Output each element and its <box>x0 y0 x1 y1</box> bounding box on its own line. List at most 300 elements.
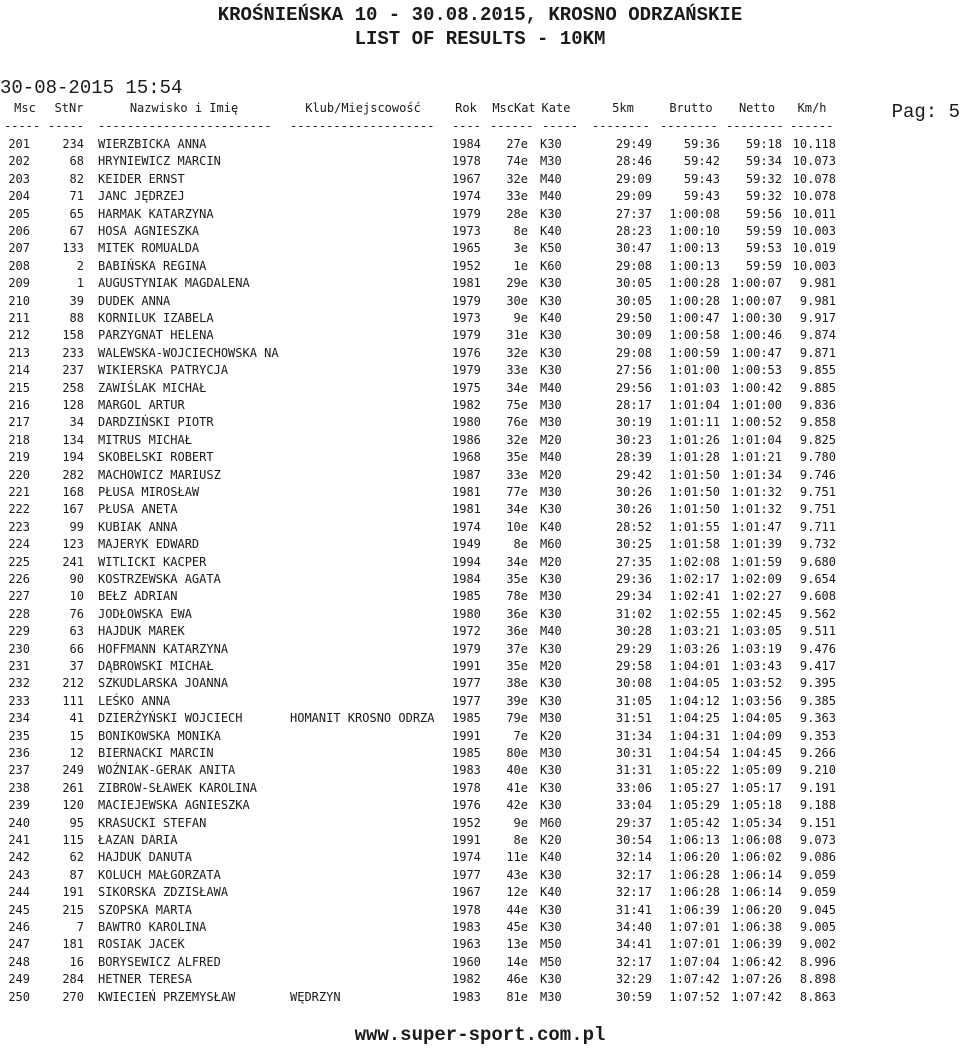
cell-kate: M40 <box>540 450 562 465</box>
col-header-name: Nazwisko i Imię <box>129 101 239 115</box>
cell-msckat: 1e <box>513 258 528 273</box>
cell-name: WITLICKI KACPER <box>98 554 207 569</box>
cell-netto: 1:07:26 <box>731 972 782 987</box>
table-row <box>0 849 960 865</box>
cell-kmh: 9.751 <box>799 502 836 517</box>
cell-kate: M40 <box>540 189 562 204</box>
cell-msckat: 35e <box>506 450 528 465</box>
cell-brutto: 1:06:28 <box>669 867 720 882</box>
cell-msc: 213 <box>8 345 30 360</box>
cell-name: PŁUSA ANETA <box>98 502 178 517</box>
table-row <box>0 989 960 1005</box>
cell-stnr: 39 <box>69 293 84 308</box>
cell-netto: 1:01:39 <box>731 537 782 552</box>
cell-msckat: 77e <box>506 485 528 499</box>
cell-brutto: 1:00:58 <box>669 328 720 343</box>
cell-rok: 1976 <box>452 798 481 813</box>
cell-kmh: 9.917 <box>799 311 836 325</box>
dash-netto: -------- <box>726 119 784 133</box>
cell-kmh: 10.003 <box>792 224 836 238</box>
cell-msc: 233 <box>8 693 30 708</box>
cell-kate: M30 <box>540 415 562 430</box>
cell-rok: 1985 <box>452 711 481 726</box>
cell-rok: 1991 <box>452 833 481 847</box>
cell-stnr: 215 <box>62 902 84 917</box>
cell-5km: 32:17 <box>615 885 652 900</box>
cell-rok: 1994 <box>452 554 481 569</box>
cell-netto: 59:59 <box>745 224 782 238</box>
cell-kate: K30 <box>540 293 562 308</box>
cell-kmh: 9.981 <box>799 293 836 308</box>
table-row <box>0 258 960 274</box>
cell-5km: 29:50 <box>615 311 652 325</box>
cell-msckat: 35e <box>506 659 528 673</box>
cell-rok: 1982 <box>452 398 481 412</box>
table-row <box>0 641 960 657</box>
cell-kmh: 9.732 <box>799 537 836 552</box>
cell-rok: 1977 <box>452 693 481 708</box>
cell-brutto: 1:04:31 <box>669 728 720 743</box>
cell-msc: 246 <box>8 920 30 934</box>
cell-stnr: 41 <box>69 711 84 726</box>
table-row <box>0 362 960 378</box>
cell-brutto: 1:06:28 <box>669 885 720 900</box>
cell-5km: 30:47 <box>615 241 652 256</box>
cell-msckat: 75e <box>506 398 528 412</box>
cell-msc: 249 <box>8 972 30 987</box>
cell-kmh: 9.751 <box>799 485 836 499</box>
cell-kate: K30 <box>540 920 562 934</box>
cell-kmh: 9.385 <box>799 693 836 708</box>
cell-stnr: 95 <box>69 815 84 830</box>
cell-msc: 235 <box>8 728 30 743</box>
cell-stnr: 168 <box>62 485 84 499</box>
cell-name: ROSIAK JACEK <box>98 937 185 952</box>
cell-msckat: 7e <box>513 728 528 743</box>
cell-kate: K30 <box>540 137 562 151</box>
cell-kmh: 9.045 <box>799 902 836 917</box>
cell-msckat: 39e <box>506 693 528 708</box>
cell-brutto: 59:42 <box>683 154 720 169</box>
cell-msc: 216 <box>8 398 30 412</box>
cell-stnr: 63 <box>69 624 84 639</box>
cell-rok: 1952 <box>452 815 481 830</box>
cell-msckat: 8e <box>513 537 528 552</box>
cell-netto: 59:32 <box>745 171 782 186</box>
cell-5km: 30:31 <box>615 746 652 760</box>
table-row <box>0 780 960 796</box>
table-row <box>0 554 960 570</box>
table-row <box>0 710 960 726</box>
cell-brutto: 1:05:42 <box>669 815 720 830</box>
cell-name: KUBIAK ANNA <box>98 519 178 534</box>
cell-kate: K30 <box>540 693 562 708</box>
cell-msc: 228 <box>8 606 30 621</box>
cell-kate: M30 <box>540 989 562 1004</box>
cell-msckat: 8e <box>513 224 528 238</box>
cell-brutto: 1:06:39 <box>669 902 720 917</box>
cell-name: MACIEJEWSKA AGNIESZKA <box>98 798 250 813</box>
cell-msc: 201 <box>8 137 30 151</box>
cell-msckat: 32e <box>506 345 528 360</box>
footer-url: www.super-sport.com.pl <box>354 1024 606 1046</box>
cell-netto: 1:06:39 <box>731 937 782 952</box>
cell-5km: 31:34 <box>615 728 652 743</box>
cell-rok: 1975 <box>452 380 481 395</box>
cell-kmh: 8.996 <box>799 954 836 969</box>
cell-stnr: 67 <box>69 224 84 238</box>
col-header-kate: Kate <box>541 101 571 115</box>
cell-5km: 28:39 <box>615 450 652 465</box>
cell-brutto: 1:07:52 <box>669 989 720 1004</box>
cell-rok: 1979 <box>452 293 481 308</box>
cell-netto: 1:06:42 <box>731 954 782 969</box>
cell-5km: 27:37 <box>615 206 652 221</box>
cell-name: BAWTRO KAROLINA <box>98 920 207 934</box>
cell-rok: 1984 <box>452 137 481 151</box>
cell-msckat: 28e <box>506 206 528 221</box>
table-row <box>0 240 960 256</box>
table-row <box>0 171 960 187</box>
cell-rok: 1981 <box>452 276 481 291</box>
cell-brutto: 1:01:55 <box>669 519 720 534</box>
cell-brutto: 1:00:13 <box>669 241 720 256</box>
cell-5km: 31:51 <box>615 711 652 726</box>
dash-msc: ----- <box>4 119 41 133</box>
cell-kate: M30 <box>540 154 562 169</box>
cell-rok: 1980 <box>452 415 481 430</box>
cell-5km: 28:46 <box>615 154 652 169</box>
cell-name: AUGUSTYNIAK MAGDALENA <box>98 276 250 291</box>
cell-stnr: 111 <box>62 693 84 708</box>
cell-5km: 30:23 <box>615 432 652 447</box>
cell-5km: 31:02 <box>615 606 652 621</box>
cell-kmh: 9.417 <box>799 659 836 673</box>
table-row <box>0 467 960 483</box>
col-header-5km: 5km <box>612 101 634 115</box>
cell-stnr: 90 <box>69 572 84 586</box>
cell-netto: 1:00:53 <box>731 363 782 378</box>
cell-brutto: 1:00:08 <box>669 206 720 221</box>
table-row <box>0 693 960 709</box>
cell-netto: 1:06:14 <box>731 885 782 900</box>
cell-netto: 1:06:02 <box>731 850 782 865</box>
cell-stnr: 258 <box>62 380 84 395</box>
table-row <box>0 745 960 761</box>
cell-name: KOSTRZEWSKA AGATA <box>98 572 221 586</box>
cell-msckat: 13e <box>506 937 528 952</box>
cell-msc: 227 <box>8 589 30 604</box>
table-row <box>0 832 960 848</box>
cell-kate: K30 <box>540 276 562 291</box>
cell-rok: 1978 <box>452 780 481 795</box>
cell-netto: 1:02:09 <box>731 572 782 586</box>
cell-5km: 33:04 <box>615 798 652 813</box>
cell-rok: 1967 <box>452 885 481 900</box>
cell-brutto: 59:36 <box>683 137 720 151</box>
cell-kate: K30 <box>540 606 562 621</box>
cell-rok: 1985 <box>452 589 481 604</box>
cell-msckat: 10e <box>506 519 528 534</box>
cell-5km: 30:59 <box>615 989 652 1004</box>
cell-msc: 248 <box>8 954 30 969</box>
dash-brutto: -------- <box>660 119 718 133</box>
cell-5km: 30:54 <box>615 833 652 847</box>
cell-stnr: 71 <box>69 189 84 204</box>
cell-brutto: 59:43 <box>683 189 720 204</box>
cell-msc: 242 <box>8 850 30 865</box>
cell-5km: 29:09 <box>615 189 652 204</box>
cell-msc: 211 <box>8 311 30 325</box>
cell-msckat: 32e <box>506 432 528 447</box>
dash-name: ------------------------ <box>98 119 272 133</box>
cell-msckat: 76e <box>506 415 528 430</box>
cell-kate: K30 <box>540 972 562 987</box>
cell-name: KORNILUK IZABELA <box>98 311 214 325</box>
cell-netto: 1:00:07 <box>731 293 782 308</box>
cell-name: DĄBROWSKI MICHAŁ <box>98 659 214 673</box>
cell-msc: 231 <box>8 659 30 673</box>
table-row <box>0 675 960 691</box>
cell-netto: 1:03:56 <box>731 693 782 708</box>
cell-msc: 220 <box>8 467 30 482</box>
cell-kmh: 9.266 <box>799 746 836 760</box>
cell-msckat: 11e <box>506 850 528 865</box>
cell-netto: 59:53 <box>745 241 782 256</box>
cell-kmh: 9.885 <box>799 380 836 395</box>
cell-name: HOSA AGNIESZKA <box>98 224 200 238</box>
cell-msc: 214 <box>8 363 30 378</box>
cell-netto: 59:18 <box>745 137 782 151</box>
cell-name: MITRUS MICHAŁ <box>98 432 192 447</box>
table-row <box>0 519 960 535</box>
cell-msckat: 30e <box>506 293 528 308</box>
col-header-rok: Rok <box>455 101 477 115</box>
cell-rok: 1979 <box>452 641 481 656</box>
cell-kmh: 9.825 <box>799 432 836 447</box>
cell-netto: 1:00:07 <box>731 276 782 291</box>
cell-5km: 29:34 <box>615 589 652 604</box>
cell-kate: M30 <box>540 746 562 760</box>
cell-brutto: 1:05:29 <box>669 798 720 813</box>
cell-5km: 30:09 <box>615 328 652 343</box>
cell-rok: 1983 <box>452 989 481 1004</box>
table-row <box>0 902 960 918</box>
dash-kmh: ------ <box>790 119 834 133</box>
table-row <box>0 815 960 831</box>
cell-club: WĘDRZYN <box>290 989 341 1004</box>
cell-netto: 1:05:34 <box>731 815 782 830</box>
cell-5km: 31:05 <box>615 693 652 708</box>
cell-netto: 1:00:42 <box>731 380 782 395</box>
cell-netto: 1:00:30 <box>731 311 782 325</box>
cell-msc: 208 <box>8 258 30 273</box>
cell-name: HARMAK KATARZYNA <box>98 206 214 221</box>
cell-5km: 31:31 <box>615 763 652 778</box>
cell-name: SKOBELSKI ROBERT <box>98 450 214 465</box>
cell-5km: 30:08 <box>615 676 652 691</box>
cell-stnr: 66 <box>69 641 84 656</box>
cell-5km: 27:35 <box>615 554 652 569</box>
cell-stnr: 87 <box>69 867 84 882</box>
cell-netto: 1:06:38 <box>731 920 782 934</box>
cell-kmh: 8.863 <box>799 989 836 1004</box>
cell-name: SZKUDLARSKA JOANNA <box>98 676 229 691</box>
cell-msckat: 37e <box>506 641 528 656</box>
cell-kmh: 9.680 <box>799 554 836 569</box>
cell-msc: 244 <box>8 885 30 900</box>
cell-stnr: 133 <box>62 241 84 256</box>
cell-netto: 1:06:14 <box>731 867 782 882</box>
table-row <box>0 588 960 604</box>
cell-stnr: 34 <box>69 415 84 430</box>
cell-kate: K40 <box>540 311 562 325</box>
cell-5km: 30:25 <box>615 537 652 552</box>
cell-rok: 1981 <box>452 502 481 517</box>
cell-5km: 30:19 <box>615 415 652 430</box>
cell-stnr: 68 <box>69 154 84 169</box>
cell-rok: 1976 <box>452 345 481 360</box>
cell-5km: 29:08 <box>615 345 652 360</box>
cell-kate: K30 <box>540 676 562 691</box>
cell-rok: 1952 <box>452 258 481 273</box>
table-row <box>0 867 960 883</box>
cell-rok: 1979 <box>452 206 481 221</box>
cell-brutto: 1:07:01 <box>669 937 720 952</box>
table-row <box>0 884 960 900</box>
cell-msckat: 33e <box>506 467 528 482</box>
cell-netto: 1:03:05 <box>731 624 782 639</box>
cell-name: BEŁZ ADRIAN <box>98 589 178 604</box>
cell-kmh: 9.210 <box>799 763 836 778</box>
results-subtitle: LIST OF RESULTS - 10KM <box>354 28 606 50</box>
cell-netto: 1:06:20 <box>731 902 782 917</box>
cell-msc: 219 <box>8 450 30 465</box>
cell-name: BORYSEWICZ ALFRED <box>98 954 221 969</box>
cell-brutto: 59:43 <box>683 171 720 186</box>
cell-name: HAJDUK DANUTA <box>98 850 192 865</box>
cell-msckat: 8e <box>513 833 528 847</box>
cell-netto: 1:02:45 <box>731 606 782 621</box>
cell-brutto: 1:05:22 <box>669 763 720 778</box>
cell-kmh: 9.353 <box>799 728 836 743</box>
cell-msckat: 9e <box>513 311 528 325</box>
cell-msckat: 14e <box>506 954 528 969</box>
cell-rok: 1977 <box>452 676 481 691</box>
cell-name: WOŹNIAK-GERAK ANITA <box>98 763 236 778</box>
cell-netto: 1:01:47 <box>731 519 782 534</box>
col-header-kmh: Km/h <box>797 101 827 115</box>
cell-msc: 206 <box>8 224 30 238</box>
cell-kate: M30 <box>540 589 562 604</box>
cell-msckat: 79e <box>506 711 528 726</box>
cell-kmh: 9.981 <box>799 276 836 291</box>
cell-msckat: 36e <box>506 606 528 621</box>
cell-netto: 1:01:21 <box>731 450 782 465</box>
cell-name: BIERNACKI MARCIN <box>98 746 214 760</box>
cell-kate: K30 <box>540 328 562 343</box>
cell-msckat: 29e <box>506 276 528 291</box>
cell-msc: 234 <box>8 711 30 726</box>
cell-stnr: 241 <box>62 554 84 569</box>
table-row <box>0 449 960 465</box>
cell-5km: 29:42 <box>615 467 652 482</box>
cell-rok: 1979 <box>452 328 481 343</box>
cell-kate: K30 <box>540 780 562 795</box>
cell-name: PŁUSA MIROSŁAW <box>98 485 200 499</box>
cell-kate: M40 <box>540 171 562 186</box>
cell-5km: 30:28 <box>615 624 652 639</box>
cell-netto: 1:03:43 <box>731 659 782 673</box>
cell-kate: M20 <box>540 554 562 569</box>
cell-name: KOLUCH MAŁGORZATA <box>98 867 221 882</box>
cell-msc: 238 <box>8 780 30 795</box>
cell-kmh: 10.118 <box>792 137 836 151</box>
cell-kmh: 9.395 <box>799 676 836 691</box>
cell-name: LEŚKO ANNA <box>98 693 171 708</box>
cell-msckat: 45e <box>506 920 528 934</box>
cell-stnr: 1 <box>76 276 84 291</box>
cell-5km: 29:37 <box>615 815 652 830</box>
table-row <box>0 310 960 326</box>
cell-kmh: 9.476 <box>799 641 836 656</box>
cell-msc: 218 <box>8 432 30 447</box>
cell-name: JANC JĘDRZEJ <box>98 189 185 204</box>
cell-kmh: 10.019 <box>792 241 836 256</box>
cell-stnr: 2 <box>76 258 84 273</box>
cell-brutto: 1:00:28 <box>669 276 720 291</box>
cell-msc: 212 <box>8 328 30 343</box>
column-headers <box>0 100 960 116</box>
cell-5km: 28:23 <box>615 224 652 238</box>
cell-msckat: 41e <box>506 780 528 795</box>
cell-kate: K30 <box>540 641 562 656</box>
cell-msc: 226 <box>8 572 30 586</box>
table-row <box>0 728 960 744</box>
col-header-msc: Msc <box>14 101 36 115</box>
cell-5km: 29:29 <box>615 641 652 656</box>
cell-stnr: 191 <box>62 885 84 900</box>
cell-netto: 1:00:47 <box>731 345 782 360</box>
cell-msckat: 44e <box>506 902 528 917</box>
cell-msckat: 74e <box>506 154 528 169</box>
cell-name: MARGOL ARTUR <box>98 398 185 412</box>
col-header-stnr: StNr <box>54 101 84 115</box>
cell-kate: M20 <box>540 467 562 482</box>
col-header-msckat: MscKat <box>492 101 536 115</box>
cell-stnr: 167 <box>62 502 84 517</box>
page-number: Pag: 5 <box>891 101 960 123</box>
cell-name: DZIERŻYŃSKI WOJCIECH <box>98 711 243 726</box>
cell-msc: 240 <box>8 815 30 830</box>
table-row <box>0 206 960 222</box>
cell-name: DARDZIŃSKI PIOTR <box>98 415 214 430</box>
cell-stnr: 62 <box>69 850 84 865</box>
cell-name: WIERZBICKA ANNA <box>98 137 207 151</box>
cell-kate: K30 <box>540 363 562 378</box>
col-header-club: Klub/Miejscowość <box>305 101 421 115</box>
cell-netto: 1:04:05 <box>731 711 782 726</box>
cell-kmh: 9.002 <box>799 937 836 952</box>
cell-5km: 28:17 <box>615 398 652 412</box>
cell-brutto: 1:01:11 <box>669 415 720 430</box>
cell-rok: 1991 <box>452 728 481 743</box>
cell-msckat: 35e <box>506 572 528 586</box>
cell-brutto: 1:01:50 <box>669 502 720 517</box>
table-row <box>0 606 960 622</box>
cell-5km: 30:26 <box>615 502 652 517</box>
table-row <box>0 153 960 169</box>
